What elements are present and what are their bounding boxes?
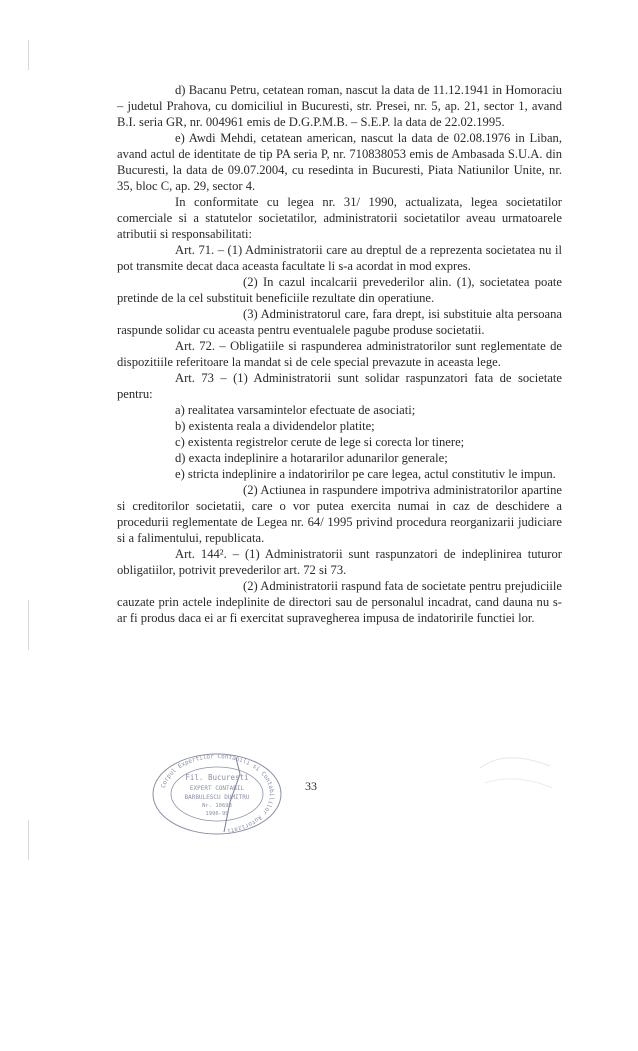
list-item-d: d) exacta indeplinire a hotararilor adunarilor generale; <box>175 451 448 465</box>
list-item-b: b) existenta reala a dividendelor platite; <box>175 419 375 433</box>
paragraph-art-73-2: (2) Actiunea in raspundere impotriva administratorilor apartine si creditorilor societatii, care o vor putea exercita numai in caz de deschidere a procedurii reglementate de Legea nr. 64/ 1995 privind procedura reorganizarii judiciare si a falimentului, republicata. <box>117 483 562 545</box>
list-item-a: a) realitatea varsamintelor efectuate de asociati; <box>175 403 416 417</box>
stamp-line-1: Fil. Bucuresti <box>185 773 249 782</box>
expert-stamp <box>150 752 284 836</box>
page-number: 33 <box>305 779 317 793</box>
stamp-line-4: Nr. 10693 <box>202 803 232 809</box>
paragraph-art-71-3: (3) Administratorul care, fara drept, isi substituie alta persoana raspunde solidar cu aceasta pentru eventualele pagube produse societatii. <box>117 307 562 337</box>
paragraph-art-73-1: Art. 73 – (1) Administratorii sunt solidar raspunzatori fata de societate pentru: <box>117 371 562 401</box>
paragraph-legal-basis: In conformitate cu legea nr. 31/ 1990, actualizata, legea societatilor comerciale si a statutelor societatilor, administratorii societatilor aveau urmatoarele atributii si responsabilitati: <box>117 195 562 241</box>
paragraph-art-72: Art. 72. – Obligatiile si raspunderea administratorilor sunt reglementate de dispozitiile referitoare la mandat si de cele special prevazute in aceasta lege. <box>117 339 562 369</box>
paragraph-art-144-1: Art. 144². – (1) Administratorii sunt raspunzatori de indeplinirea tuturor obligatiilor, potrivit prevederilor art. 72 si 73. <box>117 547 562 577</box>
paragraph-person-e: e) Awdi Mehdi, cetatean american, nascut la data de 02.08.1976 in Liban, avand actul de identitate de tip PA seria P, nr. 710838053 emis de Ambasada S.U.A. din Bucuresti, la data de 09.07.2004, cu resedinta in Bucuresti, Piata Natiunilor Unite, nr. 35, bloc C, ap. 29, sector 4. <box>117 131 562 193</box>
list-item-e: e) stricta indeplinire a indatoririlor pe care legea, actul constitutiv le impun. <box>175 467 556 481</box>
faint-watermark <box>470 748 560 808</box>
paragraph-art-71-1: Art. 71. – (1) Administratorii care au dreptul de a reprezenta societatea nu il pot transmite decat daca aceasta facultate li s-a acordat in mod expres. <box>117 243 562 273</box>
scan-edge-mark <box>28 600 29 650</box>
scan-edge-mark <box>28 40 29 70</box>
scan-edge-mark <box>28 820 29 860</box>
paragraph-art-144-2: (2) Administratorii raspund fata de societate pentru prejudiciile cauzate prin actele indeplinite de directori sau de personalul incadrat, cand dauna nu s-ar fi produs daca ei ar fi exercitat supravegherea impusa de indatoririle functiei lor. <box>117 579 562 625</box>
stamp-line-5: 1996-99 <box>205 811 229 817</box>
document-body <box>117 82 562 626</box>
stamp-line-3: BARBULESCU DUMITRU <box>184 794 250 801</box>
paragraph-person-d: d) Bacanu Petru, cetatean roman, nascut la data de 11.12.1941 in Homoraciu – judetul Prahova, cu domiciliul in Bucuresti, str. Presei, nr. 5, ap. 21, sector 1, avand B.I. seria GR, nr. 004961 emis de D.G.P.M.B. – S.E.P. la data de 22.02.1995. <box>117 83 562 129</box>
paragraph-art-71-2: (2) In cazul incalcarii prevederilor alin. (1), societatea poate pretinde de la cel substituit beneficiile rezultate din operatiune. <box>117 275 562 305</box>
stamp-line-2: EXPERT CONTABIL <box>189 785 245 792</box>
list-item-c: c) existenta registrelor cerute de lege si corecta lor tinere; <box>175 435 465 449</box>
stamp-ring-text: Corpul Expertilor Contabili si Contabililor Autorizati <box>159 752 276 835</box>
